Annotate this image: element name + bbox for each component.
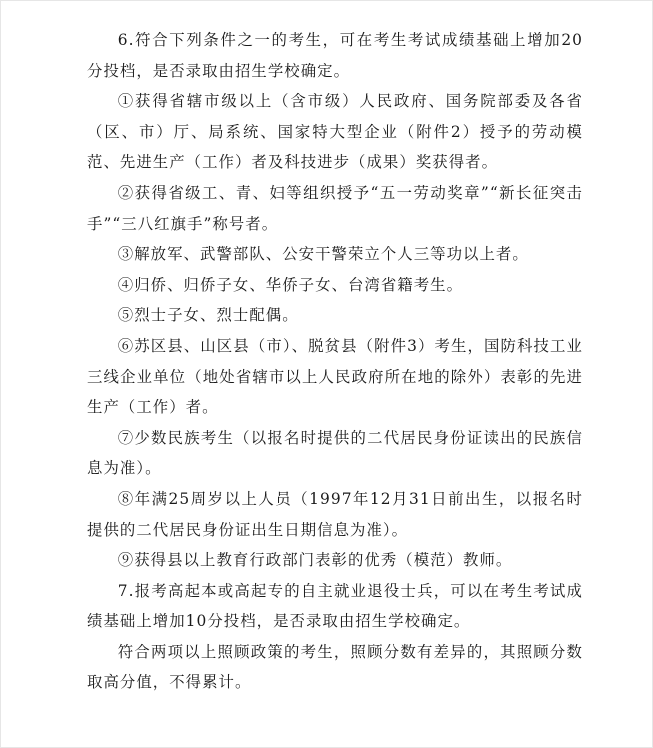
- paragraph-condition-5: ⑤烈士子女、烈士配偶。: [117, 306, 299, 325]
- paragraph-multiple-policies: 符合两项以上照顾政策的考生，照顾分数有差异的，其照顾分数取高分值，不得累计。: [87, 642, 583, 692]
- paragraph-item-7: 7.报考高起本或高起专的自主就业退役士兵，可以在考生考试成绩基础上增加10分投档，是否录取由招生学校确定。: [87, 581, 583, 631]
- paragraph-condition-4: ④归侨、归侨子女、华侨子女、台湾省籍考生。: [117, 275, 464, 294]
- paragraph-condition-6: ⑥苏区县、山区县（市）、脱贫县（附件3）考生，国防科技工业三线企业单位（地处省辖市以上人民政府所在地的除外）表彰的先进生产（工作）者。: [87, 336, 583, 417]
- paragraph-condition-1: ①获得省辖市级以上（含市级）人民政府、国务院部委及各省（区、市）厅、局系统、国家特大型企业（附件2）授予的劳动模范、先进生产（工作）者及科技进步（成果）奖获得者。: [87, 92, 583, 172]
- paragraph-condition-9: ⑨获得县以上教育行政部门表彰的优秀（模范）教师。: [117, 551, 513, 570]
- paragraph-condition-3: ③解放军、武警部队、公安干警荣立个人三等功以上者。: [117, 245, 529, 264]
- paragraph-item-6: 6.符合下列条件之一的考生，可在考生考试成绩基础上增加20分投档，是否录取由招生学校确定。: [87, 31, 583, 80]
- paragraph-condition-2: ②获得省级工、青、妇等组织授予“五一劳动奖章”“新长征突击手”“三八红旗手”称号者。: [87, 183, 583, 233]
- paragraph-condition-7: ⑦少数民族考生（以报名时提供的二代居民身份证读出的民族信息为准）。: [87, 428, 583, 478]
- paragraph-condition-8: ⑧年满25周岁以上人员（1997年12月31日前出生，以报名时提供的二代居民身份证出生日期信息为准）。: [87, 489, 583, 539]
- document-body: [87, 25, 583, 698]
